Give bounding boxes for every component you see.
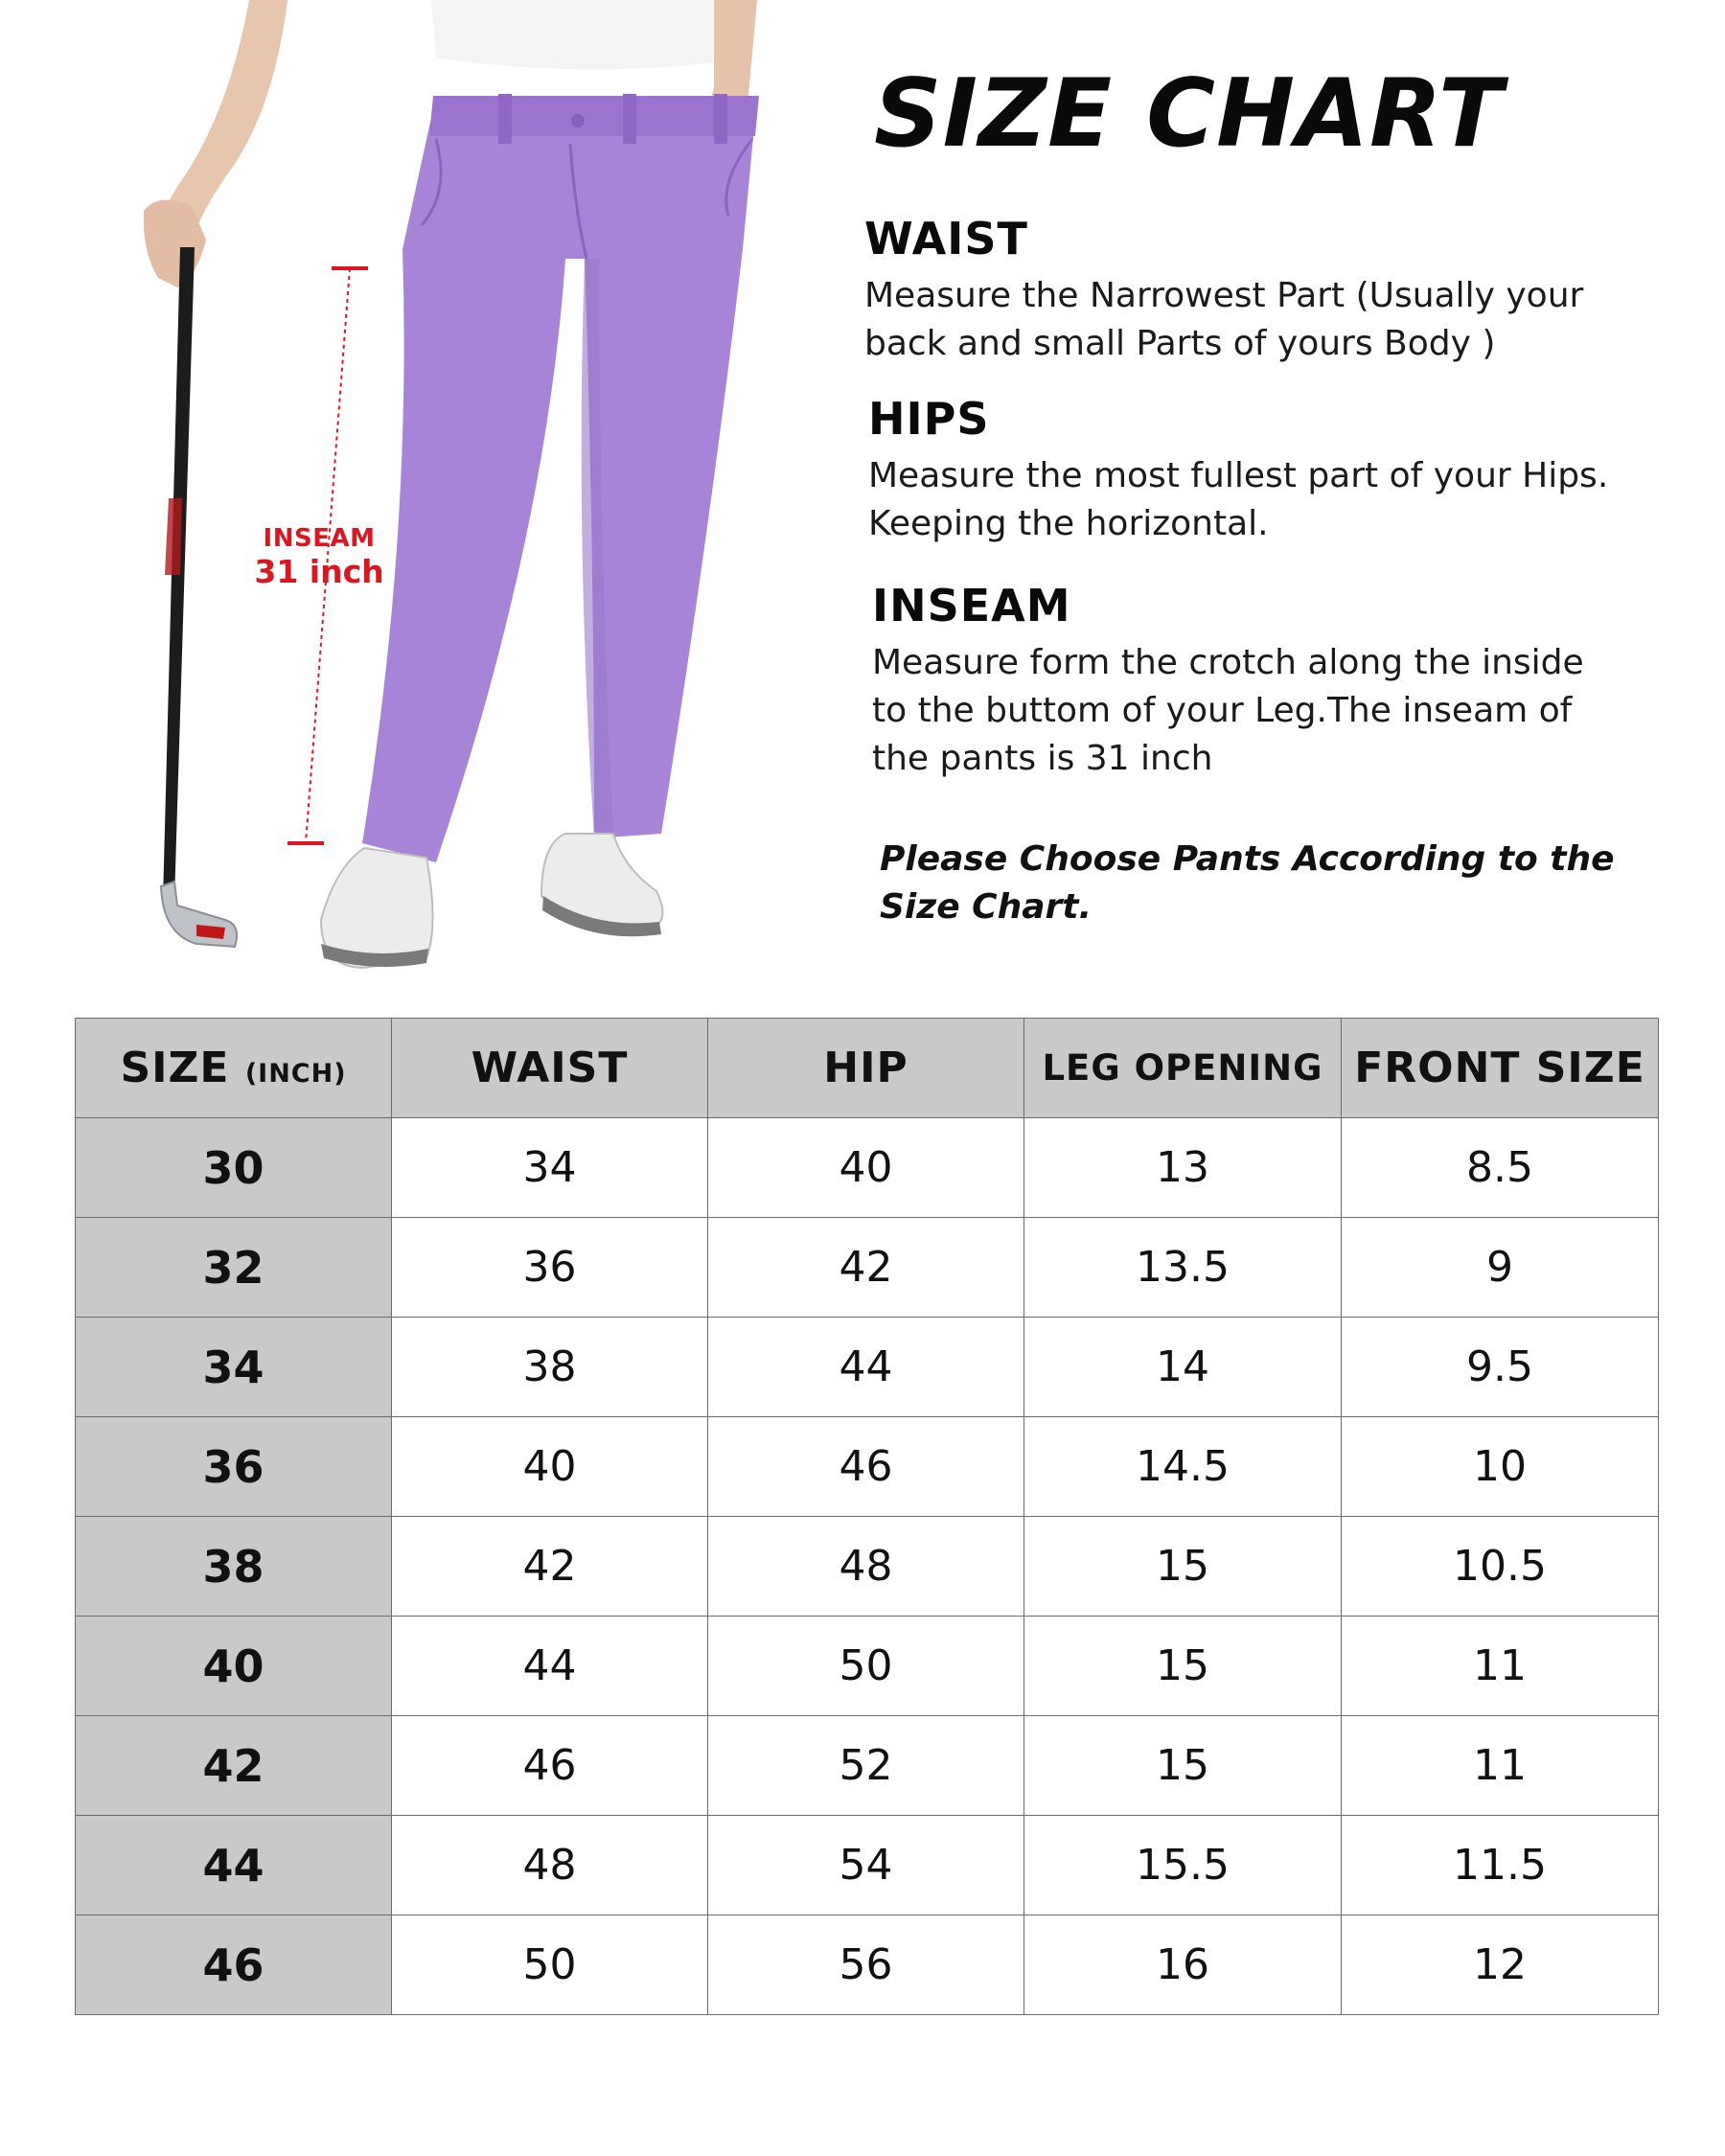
waist-section — [864, 213, 1679, 368]
cell-size: 36 — [76, 1417, 392, 1517]
cell-hip: 40 — [708, 1118, 1024, 1218]
cell-leg-opening: 14.5 — [1024, 1417, 1342, 1517]
table-row — [76, 1218, 1659, 1318]
cell-front-size: 11 — [1342, 1617, 1659, 1716]
hips-line-1: Measure the most fullest part of your Hips. — [868, 456, 1609, 495]
table-row — [76, 1318, 1659, 1417]
cell-leg-opening: 13.5 — [1024, 1218, 1342, 1318]
model-wearing-pants — [0, 0, 824, 997]
table-row — [76, 1617, 1659, 1716]
inseam-line-3: the pants is 31 inch — [872, 739, 1213, 778]
inseam-value: 31 inch — [254, 552, 384, 590]
waist-description — [864, 272, 1679, 368]
cell-waist: 46 — [392, 1716, 708, 1816]
cell-waist: 44 — [392, 1617, 708, 1716]
cell-front-size: 10 — [1342, 1417, 1659, 1517]
inseam-line-1: Measure form the crotch along the inside — [872, 643, 1584, 682]
inseam-callout — [247, 525, 391, 590]
cell-waist: 42 — [392, 1517, 708, 1617]
header-waist: WAIST — [392, 1019, 708, 1118]
cell-leg-opening: 13 — [1024, 1118, 1342, 1218]
cell-hip: 52 — [708, 1716, 1024, 1816]
table-row — [76, 1915, 1659, 2015]
cell-waist: 38 — [392, 1318, 708, 1417]
cell-size: 46 — [76, 1915, 392, 2015]
inseam-line-2: to the buttom of your Leg.The inseam of — [872, 691, 1573, 730]
table-row — [76, 1118, 1659, 1218]
page-title: SIZE CHART — [874, 59, 1504, 169]
cell-size: 44 — [76, 1816, 392, 1915]
cell-hip: 42 — [708, 1218, 1024, 1318]
cell-size: 34 — [76, 1318, 392, 1417]
cell-size: 42 — [76, 1716, 392, 1816]
hips-heading: HIPS — [868, 393, 990, 445]
cell-hip: 50 — [708, 1617, 1024, 1716]
header-size-label: SIZE — [120, 1044, 230, 1092]
waist-line-1: Measure the Narrowest Part (Usually your — [864, 276, 1584, 315]
cell-waist: 40 — [392, 1417, 708, 1517]
cell-hip: 56 — [708, 1915, 1024, 2015]
cell-front-size: 11.5 — [1342, 1816, 1659, 1915]
inseam-section — [872, 580, 1687, 783]
hips-section — [868, 393, 1683, 548]
cell-size: 38 — [76, 1517, 392, 1617]
table-row — [76, 1517, 1659, 1617]
hips-line-2: Keeping the horizontal. — [868, 504, 1269, 543]
cell-hip: 44 — [708, 1318, 1024, 1417]
hips-description — [868, 452, 1683, 548]
inseam-label: INSEAM — [263, 524, 376, 553]
cell-front-size: 11 — [1342, 1716, 1659, 1816]
cell-leg-opening: 15 — [1024, 1517, 1342, 1617]
cell-hip: 46 — [708, 1417, 1024, 1517]
cell-leg-opening: 15.5 — [1024, 1816, 1342, 1915]
cell-front-size: 12 — [1342, 1915, 1659, 2015]
header-size — [76, 1019, 392, 1118]
table-row — [76, 1716, 1659, 1816]
product-illustration — [0, 0, 824, 997]
size-table — [75, 1018, 1659, 2015]
cell-size: 40 — [76, 1617, 392, 1716]
cell-size: 32 — [76, 1218, 392, 1318]
cell-front-size: 10.5 — [1342, 1517, 1659, 1617]
note-line-1: Please Choose Pants According to the — [880, 839, 1615, 879]
white-shirt — [431, 0, 757, 70]
table-header-row — [76, 1019, 1659, 1118]
cell-hip: 48 — [708, 1517, 1024, 1617]
note-line-2: Size Chart. — [880, 887, 1092, 927]
cell-leg-opening: 14 — [1024, 1318, 1342, 1417]
cell-front-size: 9 — [1342, 1218, 1659, 1318]
header-leg-opening: LEG OPENING — [1024, 1019, 1342, 1118]
table-body — [76, 1118, 1659, 2015]
choose-note — [880, 836, 1685, 931]
waist-heading: WAIST — [864, 213, 1028, 264]
cell-leg-opening: 15 — [1024, 1617, 1342, 1716]
table-row — [76, 1417, 1659, 1517]
table-row — [76, 1816, 1659, 1915]
cell-front-size: 8.5 — [1342, 1118, 1659, 1218]
waist-line-2: back and small Parts of yours Body ) — [864, 324, 1496, 363]
header-hip: HIP — [708, 1019, 1024, 1118]
cell-waist: 34 — [392, 1118, 708, 1218]
cell-size: 30 — [76, 1118, 392, 1218]
purple-pants — [362, 94, 759, 862]
cell-leg-opening: 15 — [1024, 1716, 1342, 1816]
cell-leg-opening: 16 — [1024, 1915, 1342, 2015]
cell-hip: 54 — [708, 1816, 1024, 1915]
cell-waist: 36 — [392, 1218, 708, 1318]
inseam-heading: INSEAM — [872, 580, 1071, 631]
cell-waist: 50 — [392, 1915, 708, 2015]
cell-waist: 48 — [392, 1816, 708, 1915]
cell-front-size: 9.5 — [1342, 1318, 1659, 1417]
golf-club-head — [161, 882, 237, 947]
header-front-size: FRONT SIZE — [1342, 1019, 1659, 1118]
inseam-description — [872, 639, 1687, 783]
header-size-unit: (INCH) — [244, 1059, 347, 1089]
